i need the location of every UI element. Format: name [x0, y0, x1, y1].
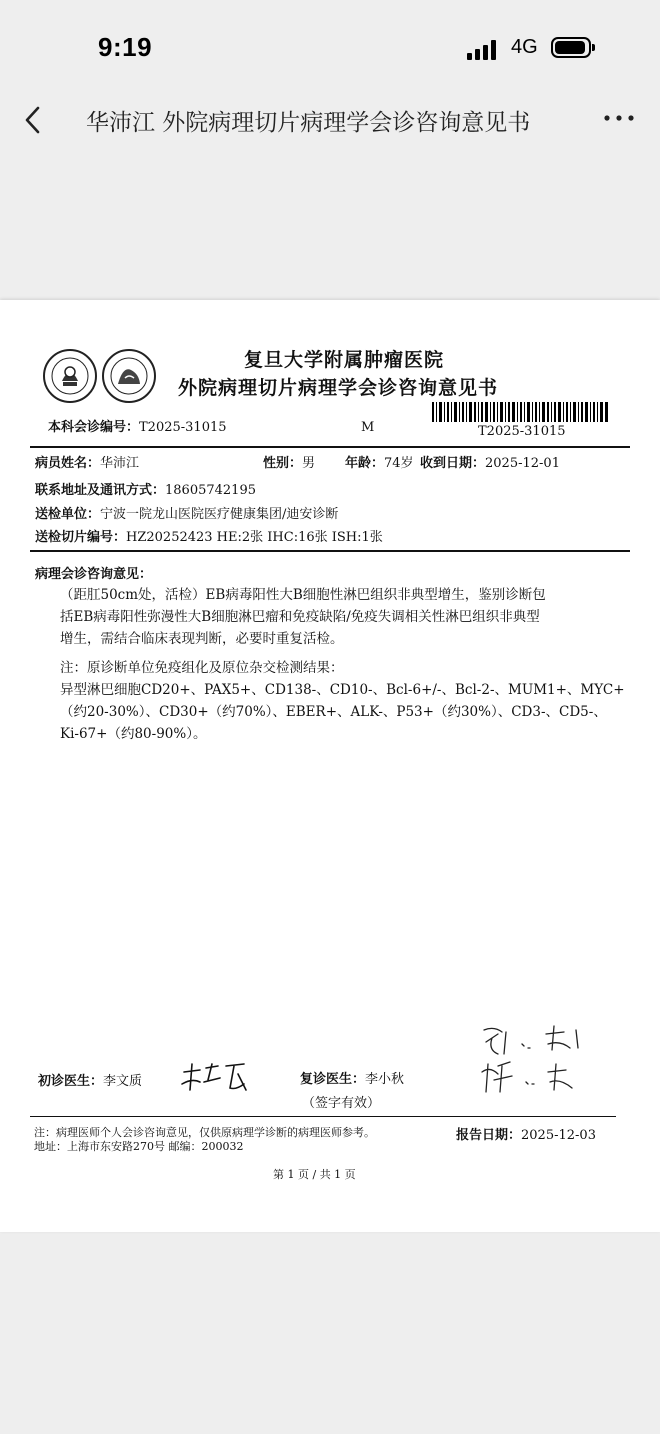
patient-name: 华沛江 — [100, 456, 140, 471]
hospital-logo — [101, 348, 157, 404]
slide-label: 送检切片编号： — [35, 530, 127, 545]
mark: M — [361, 420, 375, 435]
initial-doctor-signature — [178, 1060, 250, 1098]
received-label: 收到日期： — [420, 456, 486, 471]
consult-no-label: 本科会诊编号： — [48, 420, 140, 435]
opinion-line: 括EB病毒阳性弥漫性大B细胞淋巴瘤和免疫缺陷/免疫失调相关性淋巴组织非典型 — [60, 609, 540, 625]
slide-info: HZ20252423 HE:2张 IHC:16张 ISH:1张 — [126, 530, 383, 545]
footer-note: 注：病理医师个人会诊咨询意见，仅供原病理学诊断的病理医师参考。 — [34, 1126, 375, 1139]
status-bar — [0, 0, 660, 96]
review-doctor-signature — [478, 1020, 588, 1100]
opinion-label: 病理会诊咨询意见： — [35, 567, 153, 582]
address: 地址：上海市东安路270号 邮编：200032 — [34, 1140, 244, 1153]
report-date-label: 报告日期： — [456, 1128, 522, 1143]
note-line: 注：原诊断单位免疫组化及原位杂交检测结果： — [60, 660, 344, 676]
form-title: 外院病理切片病理学会诊咨询意见书 — [178, 377, 499, 399]
signature-note: （签字有效） — [302, 1096, 381, 1111]
initial-doctor-label: 初诊医生： — [38, 1074, 104, 1089]
nav-bar — [0, 96, 660, 146]
opinion-line: 增生，需结合临床表现判断，必要时重复活检。 — [60, 631, 344, 647]
battery-icon — [551, 37, 591, 58]
review-doctor: 李小秋 — [365, 1072, 405, 1087]
nav-title: 华沛江 外院病理切片病理学会诊咨询意见书 — [86, 110, 531, 136]
note-line: Ki-67+（约80-90%）。 — [60, 726, 207, 742]
received-date: 2025-12-01 — [485, 456, 560, 471]
status-time: 9:19 — [98, 32, 153, 62]
document-page — [0, 300, 660, 1232]
divider — [30, 446, 630, 448]
signal-icon — [467, 38, 503, 60]
hospital-name: 复旦大学附属肿瘤医院 — [244, 349, 445, 371]
contact: 18605742195 — [165, 483, 256, 498]
sender-label: 送检单位： — [35, 507, 101, 522]
sex: 男 — [302, 456, 316, 471]
page-info: 第 1 页 / 共 1 页 — [273, 1168, 356, 1181]
initial-doctor: 李文质 — [103, 1074, 143, 1089]
report-date: 2025-12-03 — [521, 1128, 596, 1143]
back-arrow-icon[interactable] — [20, 102, 50, 138]
age: 74岁 — [384, 456, 414, 471]
opinion-line: （距肛50cm处，活检）EB病毒阳性大B细胞性淋巴组织非典型增生，鉴别诊断包 — [60, 587, 546, 603]
consult-no: T2025-31015 — [139, 420, 227, 435]
more-icon[interactable] — [602, 106, 636, 136]
patient-name-label: 病员姓名： — [35, 456, 101, 471]
network-type: 4G — [511, 36, 538, 58]
barcode — [432, 402, 608, 422]
contact-label: 联系地址及通讯方式： — [35, 483, 166, 498]
sex-label: 性别： — [263, 456, 303, 471]
title-fade — [530, 96, 582, 142]
divider — [30, 550, 630, 552]
divider — [30, 1116, 616, 1117]
note-line: 异型淋巴细胞CD20+、PAX5+、CD138-、CD10-、Bcl-6+/-、Bcl-2-、MUM1+、MYC+ — [60, 682, 625, 698]
age-label: 年龄： — [345, 456, 385, 471]
note-line: （约20-30%）、CD30+（约70%）、EBER+、ALK-、P53+（约30%）、CD3-、CD5-、 — [60, 704, 607, 720]
barcode-text: T2025-31015 — [478, 424, 566, 439]
review-doctor-label: 复诊医生： — [300, 1072, 366, 1087]
sender: 宁波一院龙山医院医疗健康集团/迪安诊断 — [100, 507, 339, 522]
university-logo — [42, 348, 98, 404]
